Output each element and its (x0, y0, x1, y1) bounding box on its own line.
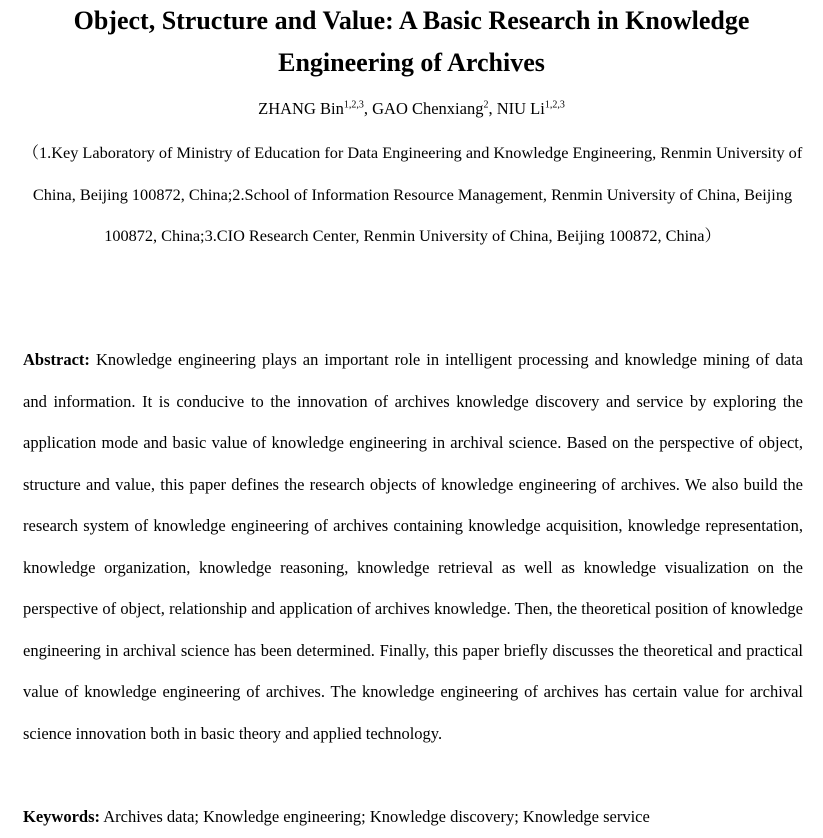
affiliations: （1.Key Laboratory of Ministry of Education for Data Engineering and Knowledge Engineering, Renmin University of China, Beijing 100872, China;2.School of Information Resource Management, Renmin University of China, Beijing 100872, China;3.CIO Research Center, Renmin University of China, Beijing 100872, China） (22, 143, 803, 245)
author-1 (258, 99, 372, 118)
author-affiliation-marker: 1,2,3 (343, 99, 364, 111)
keywords-line (23, 796, 813, 838)
author-list (0, 96, 823, 122)
abstract-paragraph (23, 339, 803, 754)
author-separator: , (488, 99, 497, 118)
author-3 (497, 99, 565, 118)
paper-title: Object, Structure and Value: A Basic Research in Knowledge Engineering of Archives (73, 6, 750, 77)
author-affiliation-marker: 2 (483, 99, 489, 111)
author-affiliation-marker: 1,2,3 (544, 99, 565, 111)
keywords-label: Keywords: (23, 807, 100, 826)
author-2 (372, 99, 497, 118)
abstract-text: Knowledge engineering plays an important role in intelligent processing and knowledge mining of data and information. It is conducive to the innovation of archives knowledge discovery and service by exploring the application mode and basic value of knowledge engineering in archival science. Based on the perspective of object, structure and value, this paper defines the research objects of knowledge engineering of archives. We also build the research system of knowledge engineering of archives containing knowledge acquisition, knowledge representation, knowledge organization, knowledge reasoning, knowledge retrieval as well as knowledge visualization on the perspective of object, relationship and application of archives knowledge. Then, the theoretical position of knowledge engineering in archival science has been determined. Finally, this paper briefly discusses the theoretical and practical value of knowledge engineering of archives. The knowledge engineering of archives has certain value for archival science innovation both in basic theory and applied technology. (23, 350, 803, 743)
author-name: GAO Chenxiang (372, 99, 484, 118)
abstract-label: Abstract: (23, 350, 90, 369)
author-separator: , (363, 99, 373, 118)
keywords-text: Archives data; Knowledge engineering; Knowledge discovery; Knowledge service (103, 807, 650, 826)
author-name: NIU Li (496, 99, 545, 118)
author-name: ZHANG Bin (258, 99, 344, 118)
